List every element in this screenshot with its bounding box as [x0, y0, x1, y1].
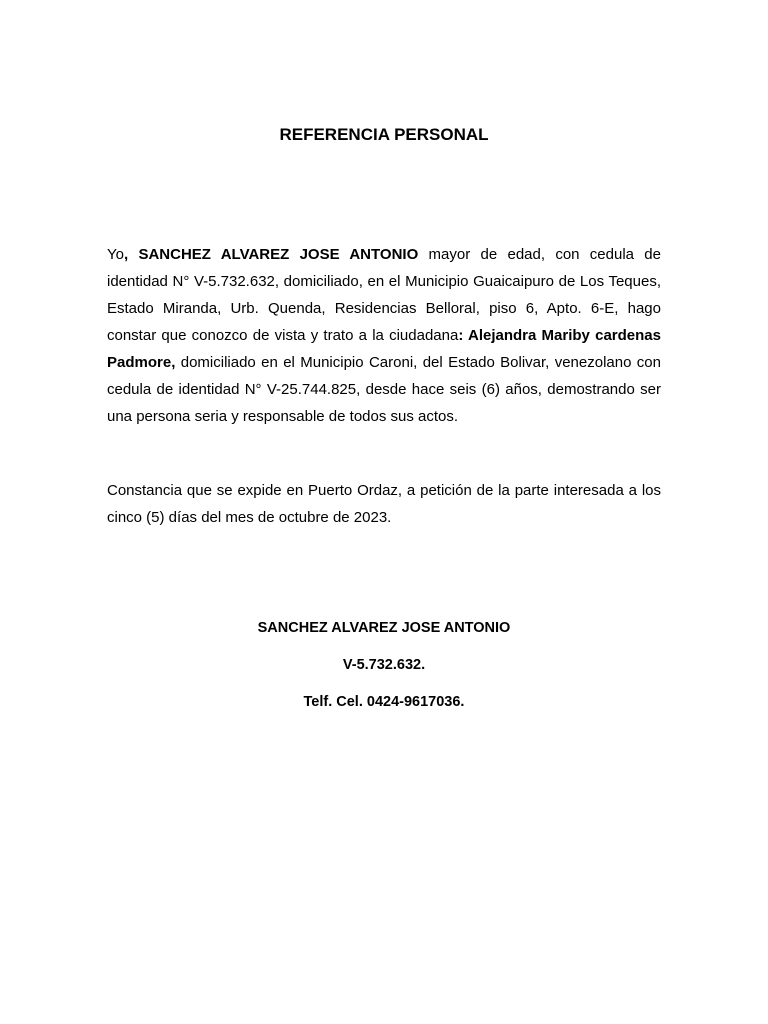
text-run: domiciliado en el Municipio Caroni, del Estado Bolivar, venezolano con cedula de identidad N° V-25.744.825, desde hace seis (6) años, demostrando ser una persona seria y responsable de todos sus actos.: [107, 354, 661, 425]
signature-name: SANCHEZ ALVAREZ JOSE ANTONIO: [257, 620, 511, 636]
text-run: Yo: [107, 246, 124, 263]
reference-paragraph: [107, 241, 661, 430]
text-run: mayor de edad, con cedula de identidad N° V-5.732.632, domiciliado, en el Municipio Guaicaipuro de Los Teques, Estado Miranda, Urb. Quenda, Residencias Belloral, piso 6, Apto. 6-E, hago constar que conozco de vista y trato a la ciudadana: [107, 246, 661, 344]
referenced-person-name-bold: : Alejandra Mariby cardenas Padmore,: [107, 327, 661, 371]
issuance-paragraph: Constancia que se expide en Puerto Ordaz, a petición de la parte interesada a los cinco (5) días del mes de octubre de 2023.: [107, 482, 661, 526]
document-title: REFERENCIA PERSONAL: [279, 125, 489, 144]
author-name-bold: , SANCHEZ ALVAREZ JOSE ANTONIO: [123, 246, 419, 263]
signature-id: V-5.732.632.: [342, 657, 426, 673]
signature-phone: Telf. Cel. 0424-9617036.: [303, 694, 465, 710]
